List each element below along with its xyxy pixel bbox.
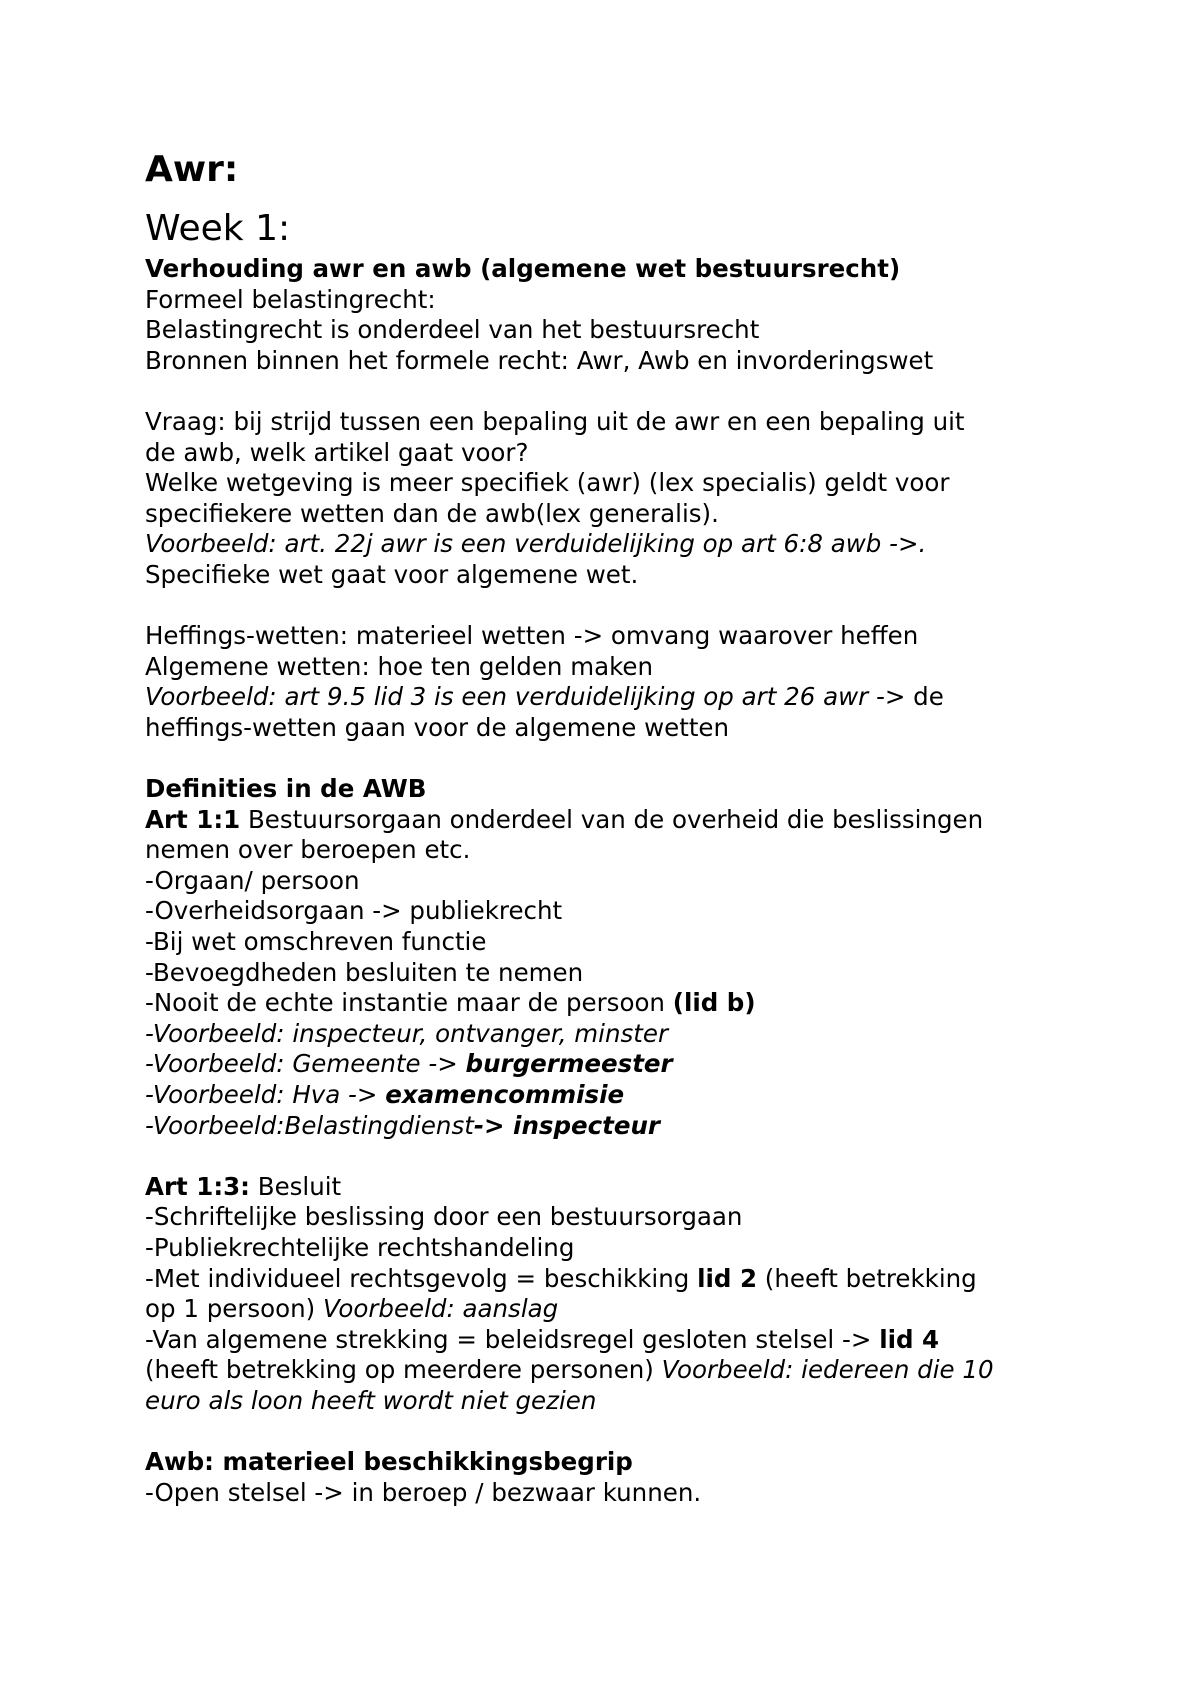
text-line: Belastingrecht is onderdeel van het bestuursrecht	[145, 315, 760, 345]
text-line: Vraag: bij strijd tussen een bepaling uit de awr en een bepaling uit	[145, 406, 965, 436]
section-heading-awb: Awb: materieel beschikkingsbegrip	[145, 1447, 633, 1477]
list-item: -Nooit de echte instantie maar de persoon (lid b)	[145, 988, 756, 1018]
list-item: -Bij wet omschreven functie	[145, 927, 487, 957]
example-line: -Voorbeeld:Belastingdienst-> inspecteur	[145, 1110, 661, 1140]
text-line: Welke wetgeving is meer specifiek (awr) (lex specialis) geldt voor	[145, 468, 950, 498]
text-line: Specifieke wet gaat voor algemene wet.	[145, 559, 639, 589]
text-line: nemen over beroepen etc.	[145, 835, 471, 865]
example-line: Voorbeeld: art 9.5 lid 3 is een verduidelijking op art 26 awr -> de	[145, 682, 944, 712]
spacer	[145, 591, 1145, 622]
list-item: -Van algemene strekking = beleidsregel gesloten stelsel -> lid 4	[145, 1324, 940, 1354]
list-item: -Orgaan/ persoon	[145, 865, 360, 895]
text-line: Heffings-wetten: materieel wetten -> omvang waarover heffen	[145, 621, 919, 651]
text-line: op 1 persoon) Voorbeeld: aanslag	[145, 1294, 559, 1324]
spacer	[145, 376, 1145, 407]
text-line: Bronnen binnen het formele recht: Awr, Awb en invorderingswet	[145, 345, 934, 375]
article-line: Art 1:3: Besluit	[145, 1171, 342, 1201]
text-line: heffings-wetten gaan voor de algemene wetten	[145, 712, 730, 742]
document-title: Awr:	[145, 149, 239, 190]
example-line: -Voorbeeld: inspecteur, ontvanger, minster	[145, 1018, 669, 1048]
spacer	[145, 1141, 1145, 1172]
text-line: Algemene wetten: hoe ten gelden maken	[145, 651, 654, 681]
week-heading: Week 1:	[145, 208, 291, 249]
list-item: -Overheidsorgaan -> publiekrecht	[145, 896, 563, 926]
example-line: -Voorbeeld: Hva -> examencommisie	[145, 1080, 625, 1110]
example-line: -Voorbeeld: Gemeente -> burgermeester	[145, 1049, 673, 1079]
text-line: Formeel belastingrecht:	[145, 284, 436, 314]
text-line: specifiekere wetten dan de awb(lex generalis).	[145, 498, 719, 528]
article-line: Art 1:1 Bestuursorgaan onderdeel van de overheid die beslissingen	[145, 804, 984, 834]
text-line: (heeft betrekking op meerdere personen) Voorbeeld: iedereen die 10	[145, 1355, 994, 1385]
spacer	[145, 744, 1145, 775]
list-item: -Open stelsel -> in beroep / bezwaar kunnen.	[145, 1477, 702, 1507]
section-heading-verhouding: Verhouding awr en awb (algemene wet bestuursrecht)	[145, 254, 901, 283]
list-item: -Schriftelijke beslissing door een bestuursorgaan	[145, 1202, 743, 1232]
spacer	[145, 1417, 1145, 1448]
list-item: -Met individueel rechtsgevolg = beschikking lid 2 (heeft betrekking	[145, 1263, 977, 1293]
text-line: de awb, welk artikel gaat voor?	[145, 437, 529, 467]
document-page	[145, 146, 1145, 1508]
section-heading-definities: Definities in de AWB	[145, 774, 427, 804]
list-item: -Publiekrechtelijke rechtshandeling	[145, 1233, 575, 1262]
example-line: euro als loon heeft wordt niet gezien	[145, 1385, 597, 1415]
example-line: Voorbeeld: art. 22j awr is een verduidelijking op art 6:8 awb ->.	[145, 529, 927, 559]
list-item: -Bevoegdheden besluiten te nemen	[145, 957, 584, 987]
